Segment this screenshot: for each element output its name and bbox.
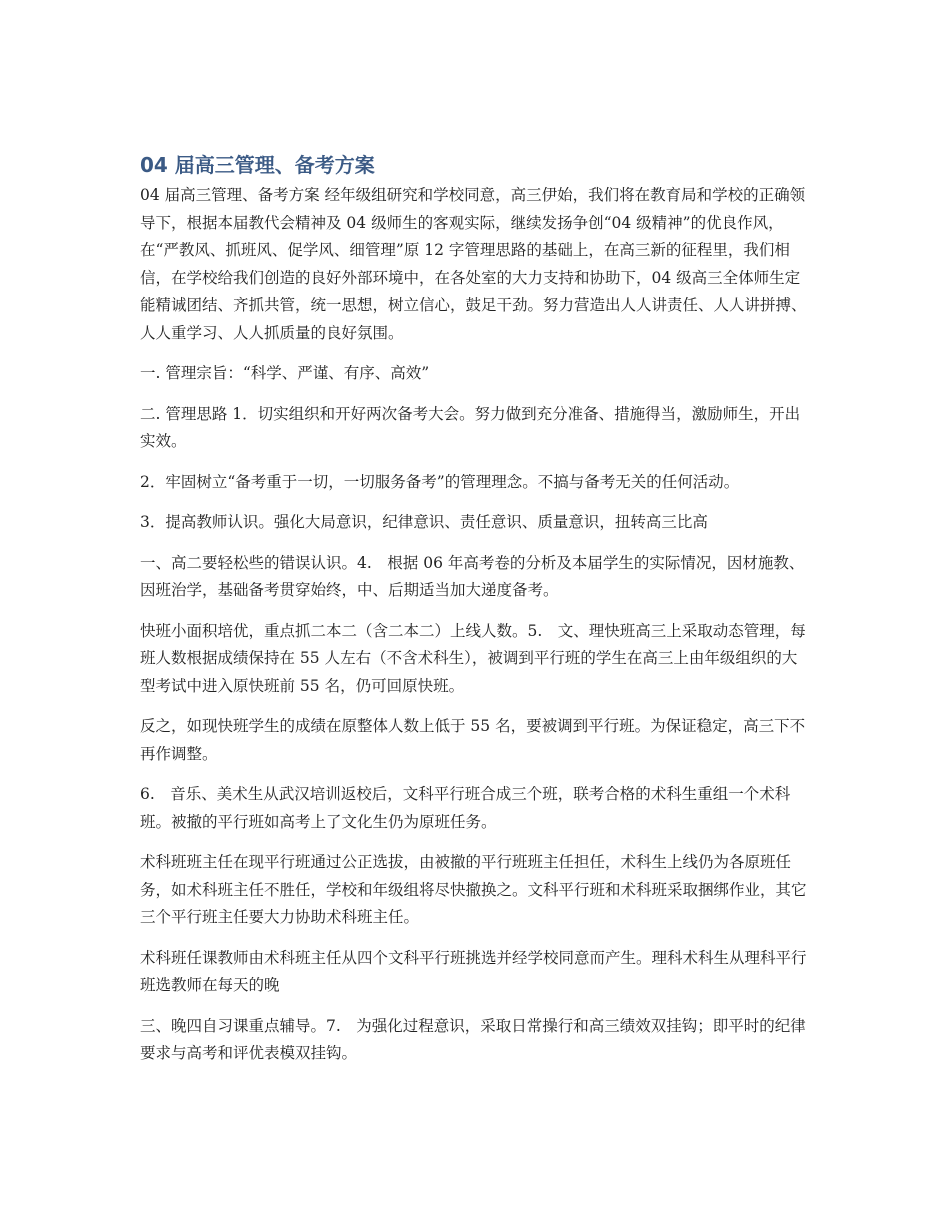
paragraph-item-2: 2．牢固树立“备考重于一切，一切服务备考”的管理理念。不搞与备考无关的任何活动。: [140, 472, 740, 491]
paragraph-management-ideas-1: 二. 管理思路 1．切实组织和开好两次备考大会。努力做到充分准备、措施得当，激励师生，开出实效。: [140, 404, 801, 450]
paragraph-item-7: 三、晚四自习课重点辅导。7. 为强化过程意识，采取日常操行和高三绩效双挂钩；即平时的纪律要求与高考和评优表模双挂钩。: [140, 1016, 806, 1062]
paragraph-item-3: 3．提高教师认识。强化大局意识，纪律意识、责任意识、质量意识，扭转高三比高: [140, 513, 708, 531]
document-page: [140, 148, 808, 1081]
document-title: 04 届高三管理、备考方案: [140, 153, 375, 177]
paragraph-intro: 04 届高三管理、备考方案 经年级组研究和学校同意，高三伊始，我们将在教育局和学校的正确领导下，根据本届教代会精神及 04 级师生的客观实际，继续发扬争创“04 级精神”的优良作风，在“严教风、抓班风、促学风、细管理”原 12 字管理思路的基础上，在高三新的征程里，我们相信，在学校给我们创造的良好外部环境中，在各处室的大力支持和协助下，04 级高三全体师生定能精诚团结、齐抓共管，统一思想，树立信心，鼓足干劲。努力营造出人人讲责任、人人讲拼搏、人人重学习、人人抓质量的良好氛围。: [140, 186, 807, 342]
paragraph-art-class-staff: 术科班任课教师由术科班主任从四个文科平行班挑选并经学校同意而产生。理科术科生从理科平行班选教师在每天的晚: [140, 948, 807, 994]
paragraph-item-5: 快班小面积培优，重点抓二本二（含二本二）上线人数。5. 文、理快班高三上采取动态管理，每班人数根据成绩保持在 55 人左右（不含术科生），被调到平行班的学生在高三上由年级组织的大型考试中进入原快班前 55 名，仍可回原快班。: [140, 621, 806, 695]
paragraph-item-4: 一、高二要轻松些的错误认识。4. 根据 06 年高考卷的分析及本届学生的实际情况，因材施教、因班治学，基础备考贯穿始终，中、后期适当加大递度备考。: [140, 553, 805, 599]
paragraph-management-purpose: 一. 管理宗旨：“科学、严谨、有序、高效”: [140, 364, 430, 382]
paragraph-art-class-teacher: 术科班班主任在现平行班通过公正选拔，由被撤的平行班班主任担任，术科生上线仍为各原班任务，如术科班主任不胜任，学校和年级组将尽快撤换之。文科平行班和术科班采取捆绑作业，其它三个平行班主任要大力协助术科班主任。: [140, 853, 807, 926]
paragraph-item-5-continued: 反之，如现快班学生的成绩在原整体人数上低于 55 名，要被调到平行班。为保证稳定，高三下不再作调整。: [140, 717, 806, 763]
paragraph-item-6: 6. 音乐、美术生从武汉培训返校后，文科平行班合成三个班，联考合格的术科生重组一个术科班。被撤的平行班如高考上了文化生仍为原班任务。: [140, 785, 791, 831]
